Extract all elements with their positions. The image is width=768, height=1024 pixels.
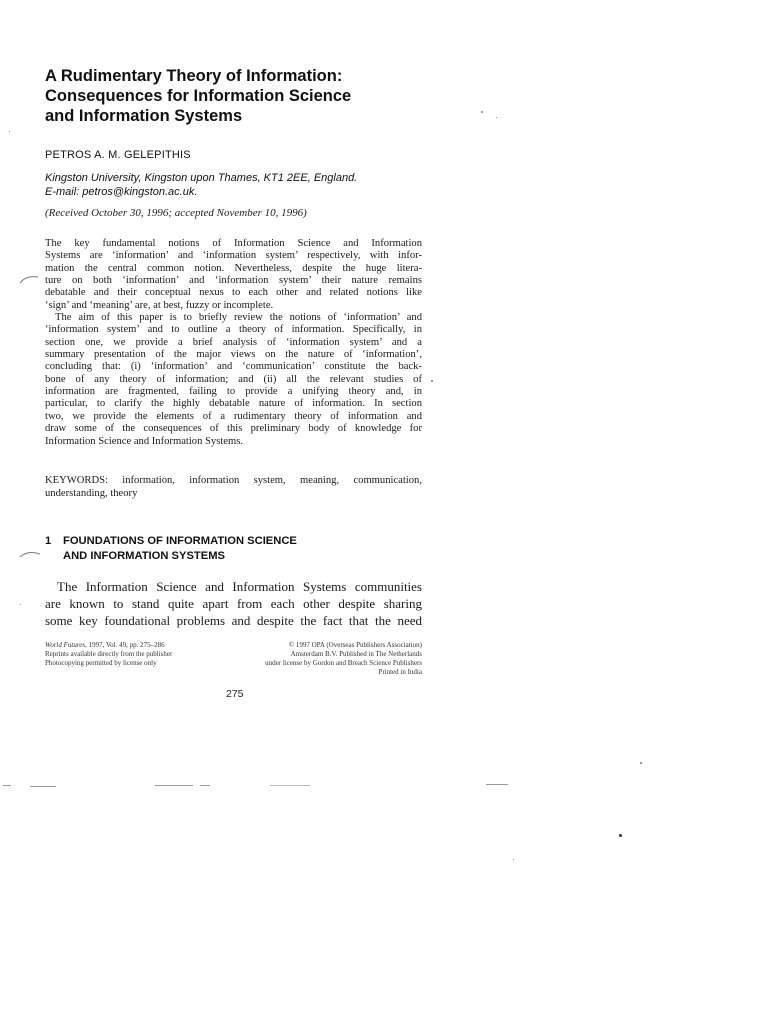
scan-line	[270, 785, 310, 786]
body-line: The Information Science and Information Systems communities	[57, 579, 422, 594]
abstract-line: debatable and their conceptual nexus to each other and related notions like	[45, 287, 422, 299]
abstract-line: Information Science and Information Systems.	[45, 435, 243, 447]
journal-footer	[45, 641, 172, 668]
scan-speck	[640, 762, 642, 764]
scan-speck	[496, 117, 497, 118]
journal-name: World Futures,	[45, 641, 87, 649]
author-name: PETROS A. M. GELEPITHIS	[45, 149, 191, 161]
abstract-line: ‘information system’ and to outline a theory of information. Specifically, in	[45, 324, 422, 336]
abstract-line: Systems are ‘information’ and ‘information system’ respectively, with infor-	[45, 250, 422, 262]
scan-speck	[431, 380, 433, 382]
section-heading	[45, 534, 297, 564]
affiliation-email: E-mail: petros@kingston.ac.uk.	[45, 185, 198, 198]
section-number: 1	[45, 535, 52, 547]
abstract-line: ‘sign’ and ‘meaning’ are, at best, fuzzy or incomplete.	[45, 299, 274, 311]
received-dates: (Received October 30, 1996; accepted November 10, 1996)	[45, 207, 307, 219]
scan-speck	[9, 131, 10, 132]
page-number: 275	[226, 688, 244, 700]
keywords-line: understanding, theory	[45, 487, 138, 499]
body-line: are known to stand quite apart from each other despite sharing	[45, 596, 422, 611]
photocopying-note: Photocopying permitted by license only	[45, 659, 157, 667]
keywords-line: KEYWORDS: information, information system, meaning, communication,	[45, 475, 422, 486]
title-line: Consequences for Information Science	[45, 87, 352, 105]
abstract-line: draw some of the consequences of this preliminary body of knowledge for	[45, 423, 422, 435]
copyright-line: © 1997 OPA (Overseas Publishers Association)	[288, 641, 422, 649]
journal-citation: 1997, Vol. 49, pp. 275–286	[86, 641, 165, 649]
keywords	[45, 475, 422, 500]
scan-speck	[619, 834, 622, 837]
scan-line	[155, 785, 193, 786]
article-title	[45, 66, 465, 126]
abstract-line: The aim of this paper is to briefly review the notions of ‘information’ and	[55, 312, 422, 324]
scan-mark	[18, 272, 40, 286]
license-line: under license by Gordon and Breach Science Publishers	[265, 659, 422, 667]
abstract-line: bone of any theory of information; and (ii) all the relevant studies of	[45, 373, 422, 385]
scan-line	[3, 785, 11, 786]
title-line: A Rudimentary Theory of Information:	[45, 67, 343, 85]
title-line: and Information Systems	[45, 107, 243, 125]
section-title-continued: AND INFORMATION SYSTEMS	[63, 550, 226, 562]
abstract-line: information are fragmented, failing to provide a unifying theory and, in	[45, 386, 422, 398]
author-affiliation	[45, 172, 357, 199]
abstract-line: concluding that: (i) ‘information’ and ‘communication’ constitute the back-	[45, 361, 422, 373]
body-paragraph	[45, 578, 422, 629]
printed-line: Printed in India	[378, 668, 422, 676]
abstract-line: summary presentation of the major views on the nature of ‘information’,	[45, 349, 422, 361]
body-line: some key foundational problems and despite the fact that the need	[45, 613, 422, 628]
abstract-line: particular, to clarify the highly debatable nature of information. In section	[45, 398, 422, 410]
scan-mark	[18, 548, 42, 560]
scan-line	[486, 784, 508, 785]
scan-speck	[20, 604, 21, 605]
abstract-line: ture on both ‘information’ and ‘information system’ their nature remains	[45, 275, 422, 287]
copyright-footer	[265, 641, 422, 677]
abstract-line: section one, we provide a brief analysis of ‘information system’ and a	[45, 336, 422, 348]
abstract-line: mation the central common notion. Nevertheless, despite the huge litera-	[45, 262, 422, 274]
section-title: FOUNDATIONS OF INFORMATION SCIENCE	[63, 535, 297, 547]
affiliation-institution: Kingston University, Kingston upon Thames, KT1 2EE, England.	[45, 172, 358, 184]
scan-speck	[481, 111, 483, 113]
abstract	[45, 238, 422, 448]
scan-line	[200, 785, 210, 786]
scan-line	[30, 786, 56, 787]
abstract-line: The key fundamental notions of Information Science and Information	[45, 238, 422, 249]
abstract-line: two, we provide the elements of a rudimentary theory of information and	[45, 410, 422, 422]
scan-speck	[513, 859, 514, 860]
reprints-note: Reprints available directly from the publisher	[45, 650, 173, 658]
publisher-line: Amsterdam B.V. Published in The Netherlands	[290, 650, 422, 658]
